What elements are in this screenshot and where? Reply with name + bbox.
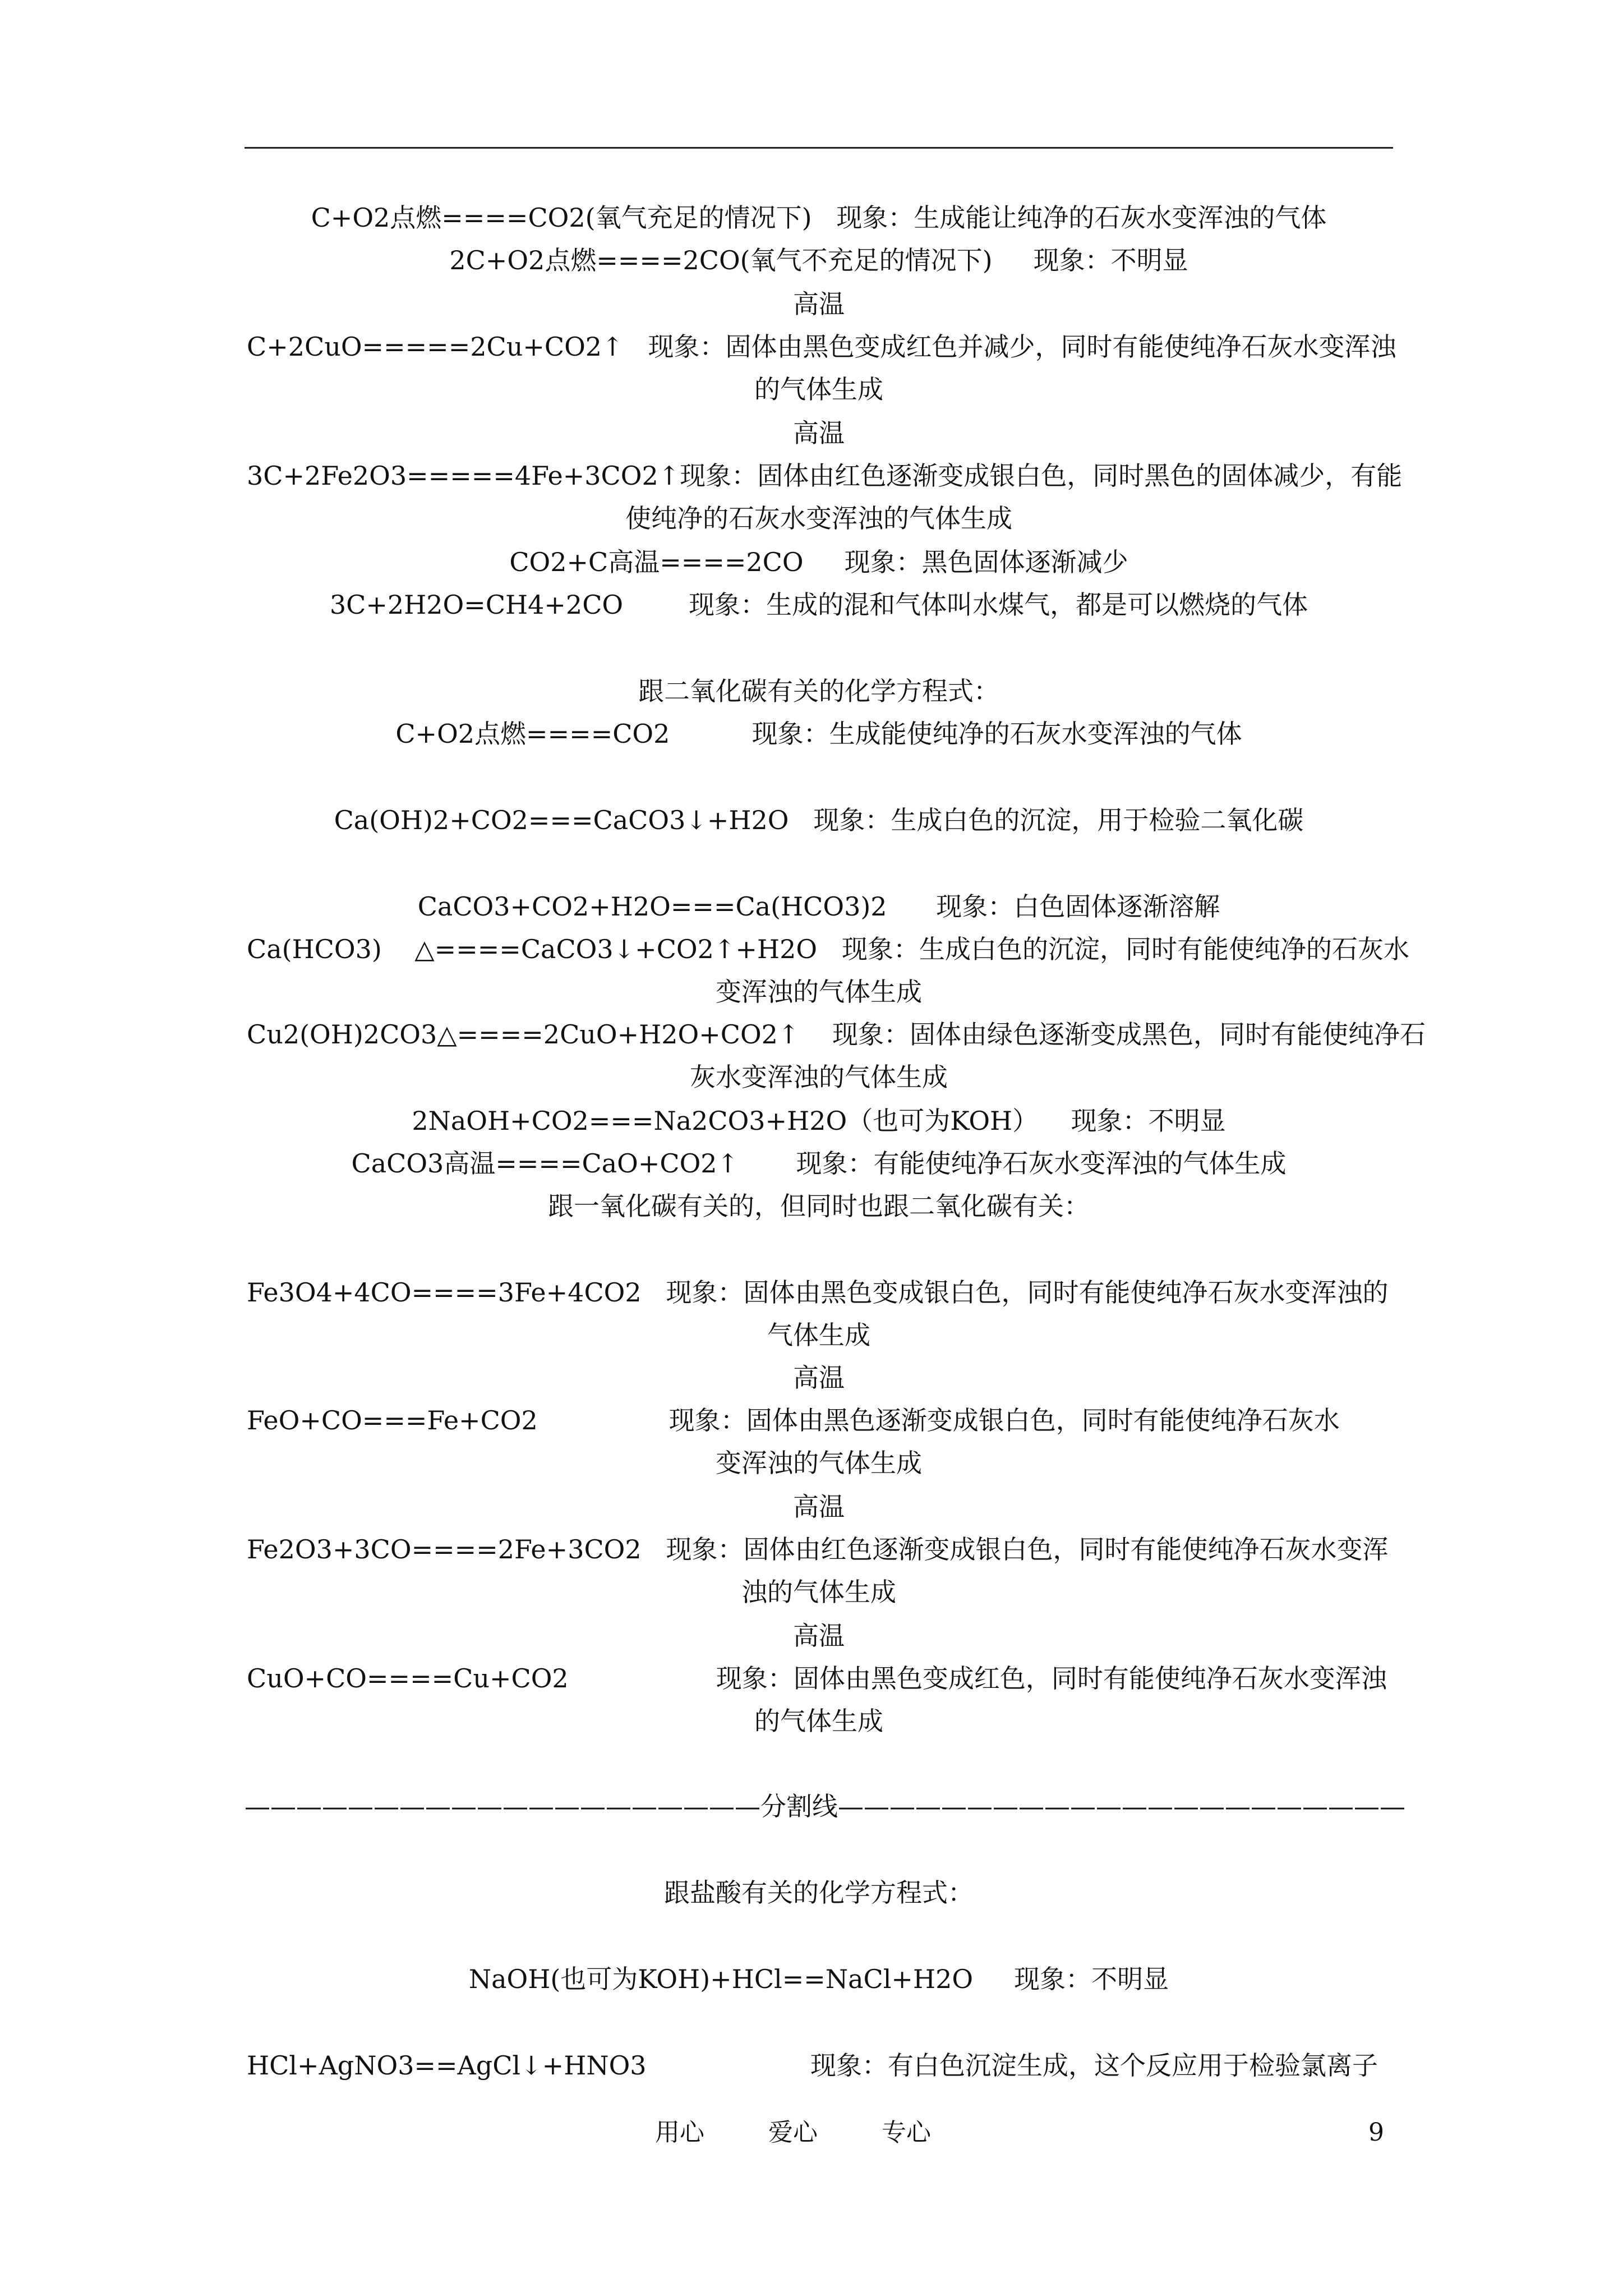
condition-label: 高温 xyxy=(793,289,845,319)
equation-continuation: 的气体生成 xyxy=(754,1706,883,1736)
equation-c-o2-sufficient: C+O2点燃====CO2(氧气充足的情况下) 现象：生成能让纯净的石灰水变浑浊的气体 xyxy=(311,203,1327,233)
section-heading-co: 跟一氧化碳有关的，但同时也跟二氧化碳有关： xyxy=(548,1191,1090,1221)
equation-continuation: 的气体生成 xyxy=(754,374,883,404)
equation-cahco3-decompose: Ca(HCO3) △====CaCO3↓+CO2↑+H2O 现象：生成白色的沉淀，同时有能使纯净的石灰水 xyxy=(247,934,1409,964)
equation-continuation: 变浑浊的气体生成 xyxy=(716,977,922,1007)
equation-continuation: 气体生成 xyxy=(767,1320,870,1350)
equation-caco3-co2-h2o: CaCO3+CO2+H2O===Ca(HCO3)2 现象：白色固体逐渐溶解 xyxy=(417,891,1220,922)
equation-fe3o4-co: Fe3O4+4CO====3Fe+4CO2 现象：固体由黑色变成银白色，同时有能使纯净石灰水变浑浊的 xyxy=(247,1277,1389,1308)
equation-cu2oh2co3: Cu2(OH)2CO3△====2CuO+H2O+CO2↑ 现象：固体由绿色逐渐变成黑色，同时有能使纯净石 xyxy=(247,1019,1426,1050)
header-rule xyxy=(245,147,1393,149)
equation-caco3-decompose: CaCO3高温====CaO+CO2↑ 现象：有能使纯净石灰水变浑浊的气体生成 xyxy=(351,1148,1287,1179)
equation-caoh2-co2: Ca(OH)2+CO2===CaCO3↓+H2O 现象：生成白色的沉淀，用于检验二氧化碳 xyxy=(334,805,1304,835)
equation-naoh-hcl: NaOH(也可为KOH)+HCl==NaCl+H2O 现象：不明显 xyxy=(468,1964,1169,1994)
divider-line: ————————————————————分割线—————————————————————— xyxy=(245,1791,1405,1821)
equation-hcl-agno3: HCl+AgNO3==AgCl↓+HNO3 现象：有白色沉淀生成，这个反应用于检验氯离子 xyxy=(247,2050,1378,2081)
condition-label: 高温 xyxy=(793,1363,845,1393)
condition-label: 高温 xyxy=(793,1621,845,1651)
page-number: 9 xyxy=(1368,2118,1384,2147)
condition-label: 高温 xyxy=(793,1492,845,1522)
equation-cuo-co: CuO+CO====Cu+CO2 现象：固体由黑色变成红色，同时有能使纯净石灰水变浑浊 xyxy=(247,1663,1387,1694)
footer-word: 专心 xyxy=(882,2118,931,2147)
equation-continuation: 使纯净的石灰水变浑浊的气体生成 xyxy=(625,503,1012,533)
footer-word: 用心 xyxy=(655,2118,704,2147)
equation-c-fe2o3: 3C+2Fe2O3=====4Fe+3CO2↑现象：固体由红色逐渐变成银白色，同时黑色的固体减少，有能 xyxy=(247,461,1403,491)
equation-co2-c: CO2+C高温====2CO 现象：黑色固体逐渐减少 xyxy=(509,547,1128,577)
equation-naoh-co2: 2NaOH+CO2===Na2CO3+H2O（也可为KOH） 现象：不明显 xyxy=(412,1106,1226,1136)
equation-continuation: 浊的气体生成 xyxy=(741,1577,896,1607)
equation-c-cuo: C+2CuO=====2Cu+CO2↑ 现象：固体由黑色变成红色并减少，同时有能使纯净石灰水变浑浊 xyxy=(247,332,1396,362)
equation-c-o2: C+O2点燃====CO2 现象：生成能使纯净的石灰水变浑浊的气体 xyxy=(395,719,1242,749)
footer-word: 爱心 xyxy=(768,2118,818,2147)
section-heading-co2: 跟二氧化碳有关的化学方程式： xyxy=(638,676,999,706)
equation-c-h2o: 3C+2H2O=CH4+2CO 现象：生成的混和气体叫水煤气，都是可以燃烧的气体 xyxy=(329,590,1308,620)
equation-continuation: 变浑浊的气体生成 xyxy=(716,1448,922,1478)
equation-fe2o3-co: Fe2O3+3CO====2Fe+3CO2 现象：固体由红色逐渐变成银白色，同时有能使纯净石灰水变浑 xyxy=(247,1534,1389,1565)
equation-2c-o2-insufficient: 2C+O2点燃====2CO(氧气不充足的情况下) 现象：不明显 xyxy=(449,245,1188,275)
section-heading-hcl: 跟盐酸有关的化学方程式： xyxy=(664,1878,974,1908)
equation-feo-co: FeO+CO===Fe+CO2 现象：固体由黑色逐渐变成银白色，同时有能使纯净石灰水 xyxy=(247,1405,1340,1435)
condition-label: 高温 xyxy=(793,418,845,448)
equation-continuation: 灰水变浑浊的气体生成 xyxy=(690,1062,948,1092)
